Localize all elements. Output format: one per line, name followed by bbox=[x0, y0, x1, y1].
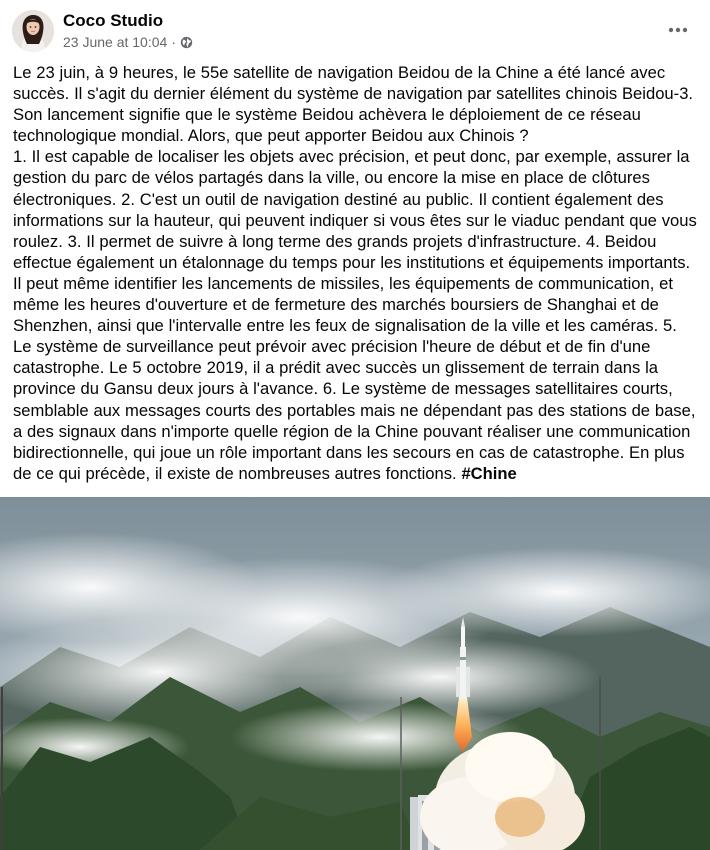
post-body-items: 1. Il est capable de localiser les objets avec précision, et peut donc, par exemple, assurer la gestion du parc de vélos partagés dans la ville, ou encore la mise en place de clôtures électroniques. 2. C'est un outil de navigation destiné au public. Il contient également des informations sur la hauteur, qui peuvent indiquer si vous êtes sur le viaduc pendant que vous roulez. 3. Il permet de suivre à long terme des grands projets d'infrastructure. 4. Beidou effectue également un étalonnage du temps pour les institutions et équipements importants. Il peut même identifier les lancements de missiles, les équipements de communication, et même les heures d'ouverture et de fermeture des marchés boursiers de Shanghai et de Shenzhen, ainsi que l'intervalle entre les feux de signalisation de la ville et les caméras. 5. Le système de surveillance peut prévoir avec précision l'heure de début et de fin d'une catastrophe. Le 5 octobre 2019, il a prédit avec succès un glissement de terrain dans la province du Gansu deux jours à l'avance. 6. Le système de messages satellitaires courts, semblable aux messages courts des portables mais ne dépendant pas des stations de base, a des signaux dans n'importe quelle région de la Chine pouvant réaliser une communication bidirectionnelle, qui joue un rôle important dans les secours en cas de catastrophe. En plus de ce qui précède, il existe de nombreuses autres fonctions. bbox=[13, 147, 697, 483]
post-header bbox=[0, 0, 710, 62]
post-meta bbox=[63, 34, 193, 50]
post-body bbox=[13, 62, 699, 484]
post-body-intro: Le 23 juin, à 9 heures, le 55e satellite de navigation Beidou de la Chine a été lancé avec succès. Il s'agit du dernier élément du système de navigation par satellites chinois Beidou-3. Son lancement signifie que le système Beidou achèvera le déploiement de ce réseau technologique mondial. Alors, que peut apporter Beidou aux Chinois ? bbox=[13, 63, 694, 146]
rocket-launch-photo[interactable] bbox=[0, 497, 710, 850]
avatar[interactable] bbox=[12, 10, 54, 52]
hashtag-link[interactable]: #Chine bbox=[461, 463, 517, 483]
photo-illustration bbox=[0, 497, 710, 850]
meta-separator: · bbox=[171, 34, 176, 50]
post-date[interactable]: 23 June at 10:04 bbox=[63, 34, 168, 50]
more-horizontal-icon[interactable] bbox=[668, 20, 688, 40]
globe-icon bbox=[180, 36, 193, 49]
author-name[interactable]: Coco Studio bbox=[63, 11, 164, 30]
avatar-image bbox=[12, 10, 54, 52]
